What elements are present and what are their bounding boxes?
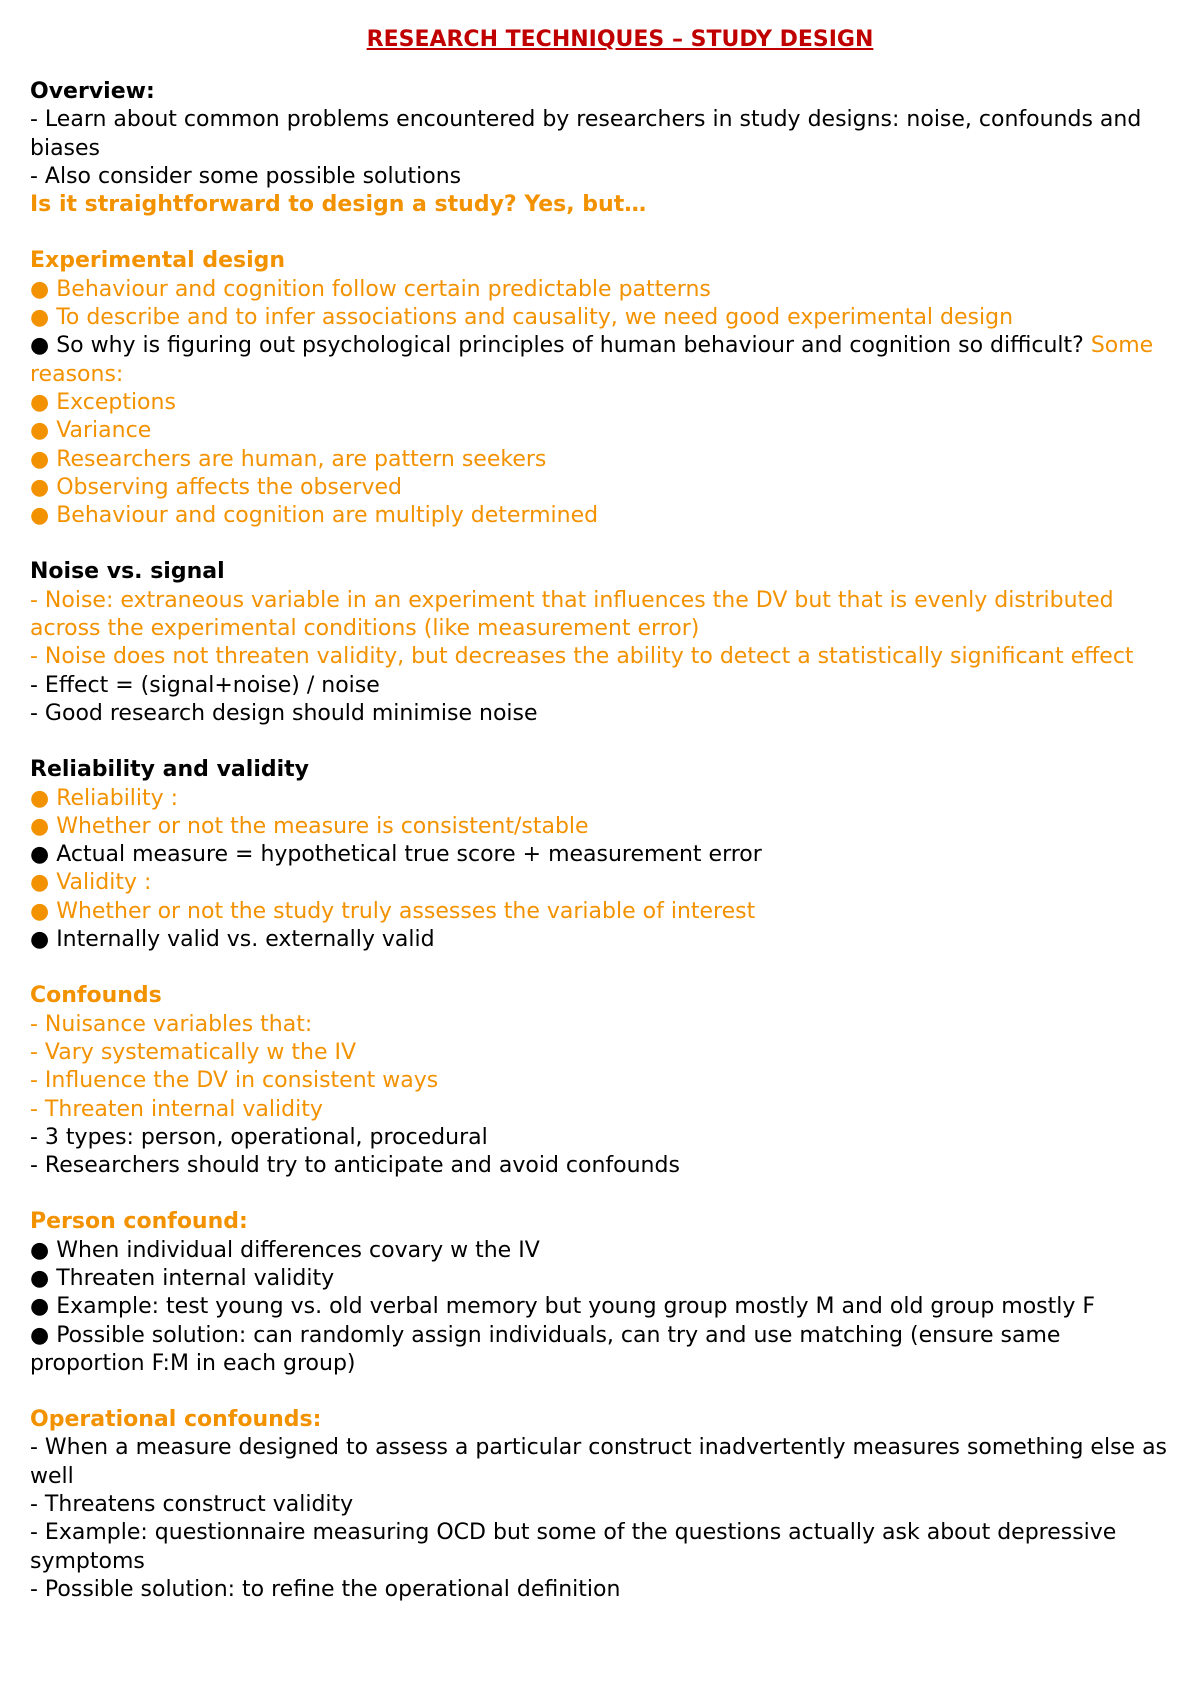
- section-heading: Experimental design: [30, 248, 286, 274]
- text-line: ● Observing affects the observed: [30, 474, 402, 500]
- text-segment: ● So why is figuring out psychological principles of human behaviour and cognition so difficult?: [30, 333, 1091, 359]
- text-line: - Nuisance variables that:: [30, 1011, 313, 1037]
- text-line: Is it straightforward to design a study? Yes, but…: [30, 192, 647, 218]
- text-segment: Some reasons:: [30, 333, 1154, 387]
- text-line: ● Exceptions: [30, 389, 176, 415]
- document-body: [30, 78, 1180, 1604]
- section-reliability-validity: [30, 756, 1180, 954]
- text-line: - Effect = (signal+noise) / noise: [30, 672, 380, 698]
- text-line: - Noise: extraneous variable in an experiment that influences the DV but that is evenly distributed across the experimental conditions (like measurement error): [30, 587, 1114, 642]
- text-line: - Vary systematically w the IV: [30, 1039, 357, 1065]
- section-confounds: [30, 982, 1180, 1180]
- section-heading: Person confound:: [30, 1209, 248, 1235]
- section-person-confound: [30, 1208, 1180, 1378]
- section-experimental-design: [30, 247, 1180, 530]
- section-heading: Overview:: [30, 79, 155, 104]
- document-page: [30, 26, 1180, 1632]
- text-line: ● Whether or not the study truly assesses the variable of interest: [30, 898, 756, 924]
- text-line: ● Example: test young vs. old verbal memory but young group mostly M and old group mostly F: [30, 1294, 1096, 1320]
- text-line: - Influence the DV in consistent ways: [30, 1068, 439, 1094]
- text-line: ● Researchers are human, are pattern seekers: [30, 446, 547, 472]
- section-heading: Noise vs. signal: [30, 559, 225, 585]
- text-line: - Good research design should minimise noise: [30, 700, 538, 726]
- text-line: [30, 332, 1180, 389]
- text-line: - When a measure designed to assess a particular construct inadvertently measures something else as well: [30, 1435, 1168, 1489]
- text-line: ● Reliability :: [30, 785, 179, 811]
- text-line: ● Threaten internal validity: [30, 1265, 335, 1291]
- text-line: ● Possible solution: can randomly assign individuals, can try and use matching (ensure same proportion F:M in each group): [30, 1322, 1061, 1376]
- section-operational-confounds: [30, 1406, 1180, 1604]
- section-heading: Confounds: [30, 983, 162, 1009]
- text-line: - 3 types: person, operational, procedural: [30, 1124, 488, 1150]
- text-line: - Noise does not threaten validity, but decreases the ability to detect a statistically significant effect: [30, 644, 1134, 670]
- text-line: ● Internally valid vs. externally valid: [30, 927, 435, 953]
- text-line: ● Variance: [30, 418, 152, 444]
- text-line: ● When individual differences covary w the IV: [30, 1237, 540, 1263]
- text-line: ● Validity :: [30, 870, 152, 896]
- text-line: - Also consider some possible solutions: [30, 163, 462, 189]
- section-noise-vs-signal: [30, 558, 1180, 728]
- text-line: - Learn about common problems encountered by researchers in study designs: noise, confounds and biases: [30, 107, 1142, 161]
- text-line: ● Whether or not the measure is consistent/stable: [30, 813, 589, 839]
- section-overview: [30, 78, 1180, 219]
- text-line: ● Behaviour and cognition follow certain predictable patterns: [30, 276, 711, 302]
- text-line: - Example: questionnaire measuring OCD but some of the questions actually ask about depressive symptoms: [30, 1520, 1117, 1574]
- text-line: ● Behaviour and cognition are multiply determined: [30, 503, 599, 529]
- text-line: - Threaten internal validity: [30, 1096, 323, 1122]
- text-line: ● To describe and to infer associations and causality, we need good experimental design: [30, 305, 1014, 331]
- text-line: - Possible solution: to refine the operational definition: [30, 1576, 621, 1602]
- text-line: - Threatens construct validity: [30, 1492, 354, 1518]
- document-title: RESEARCH TECHNIQUES – STUDY DESIGN: [366, 27, 874, 52]
- section-heading: Reliability and validity: [30, 757, 310, 783]
- text-line: ● Actual measure = hypothetical true score + measurement error: [30, 842, 762, 868]
- text-line: - Researchers should try to anticipate and avoid confounds: [30, 1153, 680, 1179]
- section-heading: Operational confounds:: [30, 1407, 322, 1433]
